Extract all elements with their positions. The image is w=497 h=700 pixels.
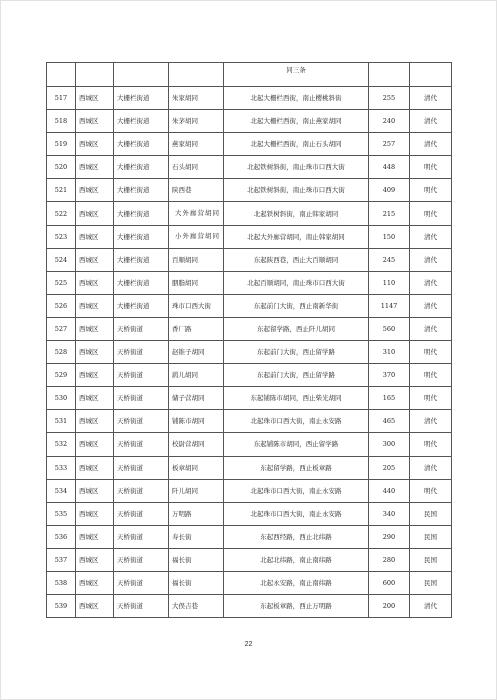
subdistrict-cell: 大栅栏街道 xyxy=(114,294,169,317)
era-cell: 明代 xyxy=(410,156,452,179)
subdistrict-cell: 天桥街道 xyxy=(114,341,169,364)
era-cell: 清代 xyxy=(410,110,452,133)
table-cell-fragment: 同三条 xyxy=(224,63,369,87)
row-number-cell: 529 xyxy=(47,364,76,387)
street-name-cell: 阡儿胡同 xyxy=(169,479,224,502)
start-end-cell: 东起铺陈市胡同，西止留学路 xyxy=(224,433,369,456)
page-number: 22 xyxy=(244,641,253,648)
district-cell: 西城区 xyxy=(76,479,114,502)
street-name-cell: 朱家胡同 xyxy=(169,87,224,110)
street-name-cell: 朱茅胡同 xyxy=(169,110,224,133)
district-cell: 西城区 xyxy=(76,179,114,202)
district-cell: 西城区 xyxy=(76,525,114,548)
era-cell: 清代 xyxy=(410,410,452,433)
district-cell: 西城区 xyxy=(76,387,114,410)
length-cell: 150 xyxy=(369,225,410,248)
start-end-cell: 北起珠市口西大街，南止永安路 xyxy=(224,410,369,433)
street-name-cell: 大俣吉巷 xyxy=(169,595,224,618)
table-cell xyxy=(114,63,169,87)
district-cell: 西城区 xyxy=(76,202,114,225)
length-cell: 290 xyxy=(369,525,410,548)
street-name-cell: 储子营胡同 xyxy=(169,387,224,410)
table-row xyxy=(47,479,452,502)
street-name-cell: 福长街 xyxy=(169,548,224,571)
subdistrict-cell: 天桥街道 xyxy=(114,479,169,502)
street-name-cell: 胭脂胡同 xyxy=(169,271,224,294)
row-number-cell: 539 xyxy=(47,595,76,618)
table-row xyxy=(47,571,452,594)
subdistrict-cell: 天桥街道 xyxy=(114,410,169,433)
start-end-cell: 北起大栅栏西街，南止燕家胡同 xyxy=(224,110,369,133)
length-cell: 245 xyxy=(369,248,410,271)
start-end-cell: 东起前门大街，西止留学路 xyxy=(224,364,369,387)
table-row xyxy=(47,548,452,571)
start-end-cell: 北起永安路，南止南纬路 xyxy=(224,571,369,594)
district-cell: 西城区 xyxy=(76,364,114,387)
length-cell: 215 xyxy=(369,202,410,225)
table-row xyxy=(47,364,452,387)
row-number-cell: 530 xyxy=(47,387,76,410)
length-cell: 409 xyxy=(369,179,410,202)
era-cell: 民国 xyxy=(410,525,452,548)
start-end-cell: 东起留学路，西止阡儿胡同 xyxy=(224,317,369,340)
street-name-cell: 珠市口西大街 xyxy=(169,294,224,317)
subdistrict-cell: 天桥街道 xyxy=(114,317,169,340)
street-name-cell: 板章胡同 xyxy=(169,456,224,479)
street-name-cell: 石头胡同 xyxy=(169,156,224,179)
start-end-cell: 北起铁树斜街，南止珠市口西大街 xyxy=(224,156,369,179)
street-name-cell: 寿长街 xyxy=(169,525,224,548)
subdistrict-cell: 大栅栏街道 xyxy=(114,202,169,225)
row-number-cell: 528 xyxy=(47,341,76,364)
length-cell: 1147 xyxy=(369,294,410,317)
street-name-cell: 大外廊营胡同 xyxy=(169,202,224,225)
start-end-cell: 北起铁树斜街，南止韩家胡同 xyxy=(224,202,369,225)
row-number-cell: 523 xyxy=(47,225,76,248)
subdistrict-cell: 天桥街道 xyxy=(114,364,169,387)
start-end-cell: 东起西经路，西止北纬路 xyxy=(224,525,369,548)
row-number-cell: 525 xyxy=(47,271,76,294)
era-cell: 明代 xyxy=(410,202,452,225)
row-number-cell: 526 xyxy=(47,294,76,317)
row-number-cell: 532 xyxy=(47,433,76,456)
subdistrict-cell: 大栅栏街道 xyxy=(114,225,169,248)
street-name-cell: 鹞儿胡同 xyxy=(169,364,224,387)
table-cell xyxy=(369,63,410,87)
subdistrict-cell: 大栅栏街道 xyxy=(114,87,169,110)
street-name-cell: 万明路 xyxy=(169,502,224,525)
era-cell: 明代 xyxy=(410,387,452,410)
era-cell: 明代 xyxy=(410,341,452,364)
start-end-cell: 东起陕西巷，西止大百顺胡同 xyxy=(224,248,369,271)
era-cell: 清代 xyxy=(410,294,452,317)
era-cell: 清代 xyxy=(410,225,452,248)
table-row xyxy=(47,502,452,525)
era-cell: 明代 xyxy=(410,364,452,387)
subdistrict-cell: 天桥街道 xyxy=(114,548,169,571)
era-cell: 清代 xyxy=(410,133,452,156)
district-cell: 西城区 xyxy=(76,341,114,364)
table-row xyxy=(47,156,452,179)
subdistrict-cell: 天桥街道 xyxy=(114,525,169,548)
table-cell xyxy=(169,63,224,87)
table-row xyxy=(47,133,452,156)
street-record-table xyxy=(46,62,452,618)
table-cell xyxy=(47,63,76,87)
table-row xyxy=(47,456,452,479)
era-cell: 民国 xyxy=(410,571,452,594)
street-name-cell: 香厂路 xyxy=(169,317,224,340)
table-row xyxy=(47,248,452,271)
subdistrict-cell: 大栅栏街道 xyxy=(114,179,169,202)
start-end-cell: 北起铁树斜街，南止珠市口西大街 xyxy=(224,179,369,202)
start-end-cell: 东起前门大街，西止留学路 xyxy=(224,341,369,364)
street-name-cell: 校尉营胡同 xyxy=(169,433,224,456)
length-cell: 110 xyxy=(369,271,410,294)
subdistrict-cell: 天桥街道 xyxy=(114,456,169,479)
table-row xyxy=(47,595,452,618)
start-end-cell: 东起前门大街，西止南新华街 xyxy=(224,294,369,317)
length-cell: 448 xyxy=(369,156,410,179)
subdistrict-cell: 大栅栏街道 xyxy=(114,271,169,294)
start-end-cell: 北起北纬路，南止南纬路 xyxy=(224,548,369,571)
length-cell: 240 xyxy=(369,110,410,133)
district-cell: 西城区 xyxy=(76,595,114,618)
district-cell: 西城区 xyxy=(76,156,114,179)
table-row xyxy=(47,225,452,248)
district-cell: 西城区 xyxy=(76,433,114,456)
start-end-cell: 北起百顺胡同，南止珠市口西大街 xyxy=(224,271,369,294)
district-cell: 西城区 xyxy=(76,410,114,433)
row-number-cell: 535 xyxy=(47,502,76,525)
length-cell: 300 xyxy=(369,433,410,456)
era-cell: 清代 xyxy=(410,271,452,294)
row-number-cell: 518 xyxy=(47,110,76,133)
district-cell: 西城区 xyxy=(76,548,114,571)
table-row xyxy=(47,179,452,202)
subdistrict-cell: 大栅栏街道 xyxy=(114,110,169,133)
era-cell: 明代 xyxy=(410,433,452,456)
district-cell: 西城区 xyxy=(76,502,114,525)
district-cell: 西城区 xyxy=(76,571,114,594)
table-row xyxy=(47,271,452,294)
row-number-cell: 536 xyxy=(47,525,76,548)
subdistrict-cell: 天桥街道 xyxy=(114,571,169,594)
era-cell: 民国 xyxy=(410,502,452,525)
subdistrict-cell: 大栅栏街道 xyxy=(114,133,169,156)
start-end-cell: 北起大外廊营胡同，南止韩家胡同 xyxy=(224,225,369,248)
street-name-cell: 赵锥子胡同 xyxy=(169,341,224,364)
length-cell: 560 xyxy=(369,317,410,340)
table-row xyxy=(47,317,452,340)
district-cell: 西城区 xyxy=(76,271,114,294)
row-number-cell: 517 xyxy=(47,87,76,110)
district-cell: 西城区 xyxy=(76,248,114,271)
table-row xyxy=(47,387,452,410)
subdistrict-cell: 大栅栏街道 xyxy=(114,248,169,271)
street-name-cell: 福长街 xyxy=(169,571,224,594)
row-number-cell: 531 xyxy=(47,410,76,433)
start-end-cell: 北起珠市口西大街，南止永安路 xyxy=(224,479,369,502)
table-row xyxy=(47,433,452,456)
start-end-cell: 东起铺陈市胡同，西止柴光胡同 xyxy=(224,387,369,410)
district-cell: 西城区 xyxy=(76,317,114,340)
length-cell: 200 xyxy=(369,595,410,618)
row-number-cell: 522 xyxy=(47,202,76,225)
subdistrict-cell: 天桥街道 xyxy=(114,387,169,410)
length-cell: 257 xyxy=(369,133,410,156)
row-number-cell: 521 xyxy=(47,179,76,202)
length-cell: 465 xyxy=(369,410,410,433)
row-number-cell: 519 xyxy=(47,133,76,156)
row-number-cell: 533 xyxy=(47,456,76,479)
length-cell: 280 xyxy=(369,548,410,571)
subdistrict-cell: 天桥街道 xyxy=(114,433,169,456)
street-name-cell: 小外廊营胡同 xyxy=(169,225,224,248)
era-cell: 清代 xyxy=(410,595,452,618)
subdistrict-cell: 天桥街道 xyxy=(114,595,169,618)
district-cell: 西城区 xyxy=(76,225,114,248)
street-name-cell: 百顺胡同 xyxy=(169,248,224,271)
table-row xyxy=(47,410,452,433)
start-end-cell: 东起板章路，西止万明路 xyxy=(224,595,369,618)
start-end-cell: 东起留学路，西止板章路 xyxy=(224,456,369,479)
length-cell: 370 xyxy=(369,364,410,387)
table-row xyxy=(47,341,452,364)
era-cell: 清代 xyxy=(410,248,452,271)
subdistrict-cell: 大栅栏街道 xyxy=(114,156,169,179)
table-cell xyxy=(76,63,114,87)
length-cell: 340 xyxy=(369,502,410,525)
era-cell: 民国 xyxy=(410,548,452,571)
start-end-cell: 北起大栅栏西街，南止石头胡同 xyxy=(224,133,369,156)
era-cell: 清代 xyxy=(410,317,452,340)
table-row xyxy=(47,525,452,548)
length-cell: 440 xyxy=(369,479,410,502)
era-cell: 明代 xyxy=(410,479,452,502)
district-cell: 西城区 xyxy=(76,110,114,133)
row-number-cell: 524 xyxy=(47,248,76,271)
table-row-continuation xyxy=(47,63,452,87)
length-cell: 205 xyxy=(369,456,410,479)
row-number-cell: 527 xyxy=(47,317,76,340)
length-cell: 600 xyxy=(369,571,410,594)
row-number-cell: 520 xyxy=(47,156,76,179)
street-name-cell: 铺陈市胡同 xyxy=(169,410,224,433)
table-row xyxy=(47,202,452,225)
table-cell xyxy=(410,63,452,87)
length-cell: 310 xyxy=(369,341,410,364)
era-cell: 清代 xyxy=(410,456,452,479)
table-row xyxy=(47,110,452,133)
row-number-cell: 534 xyxy=(47,479,76,502)
table-row xyxy=(47,87,452,110)
era-cell: 明代 xyxy=(410,179,452,202)
era-cell: 清代 xyxy=(410,87,452,110)
length-cell: 255 xyxy=(369,87,410,110)
length-cell: 165 xyxy=(369,387,410,410)
street-name-cell: 燕家胡同 xyxy=(169,133,224,156)
row-number-cell: 537 xyxy=(47,548,76,571)
start-end-cell: 北起大栅栏西街，南止樱桃斜街 xyxy=(224,87,369,110)
start-end-cell: 北起珠市口西大街，南止永安路 xyxy=(224,502,369,525)
row-number-cell: 538 xyxy=(47,571,76,594)
district-cell: 西城区 xyxy=(76,294,114,317)
street-name-cell: 陕西巷 xyxy=(169,179,224,202)
district-cell: 西城区 xyxy=(76,133,114,156)
subdistrict-cell: 天桥街道 xyxy=(114,502,169,525)
table-row xyxy=(47,294,452,317)
district-cell: 西城区 xyxy=(76,87,114,110)
district-cell: 西城区 xyxy=(76,456,114,479)
